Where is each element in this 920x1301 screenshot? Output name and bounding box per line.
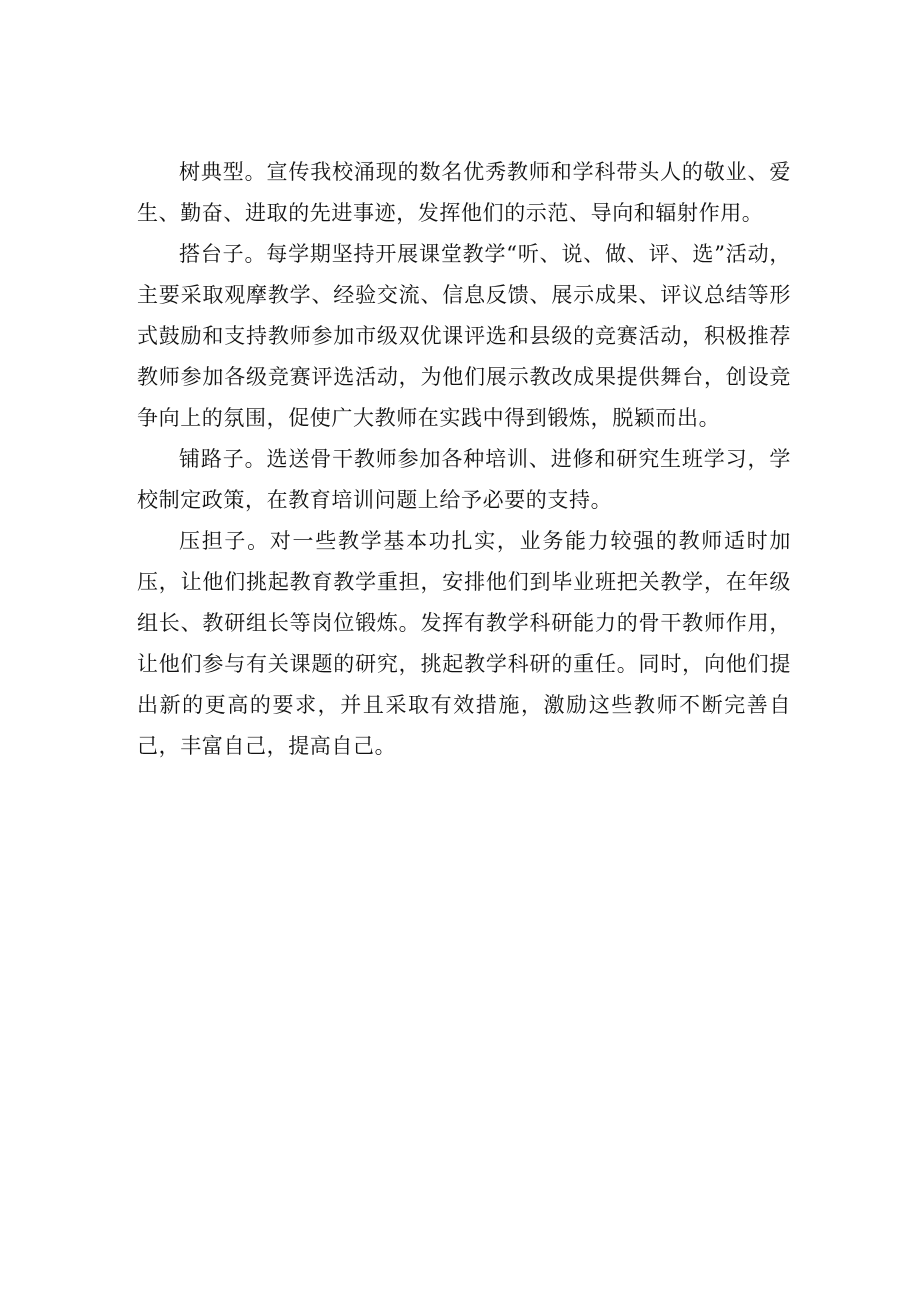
paragraph-pu-lu-zi: 铺路子。选送骨干教师参加各种培训、进修和研究生班学习，学校制定政策，在教育培训问题上给予必要的支持。 [137,447,791,512]
paragraph-shu-dian-xing: 树典型。宣传我校涌现的数名优秀教师和学科带头人的敬业、爱生、勤奋、进取的先进事迹，发挥他们的示范、导向和辐射作用。 [137,160,791,225]
paragraph-da-tai-zi: 搭台子。每学期坚持开展课堂教学“听、说、做、评、选”活动，主要采取观摩教学、经验交流、信息反馈、展示成果、评议总结等形式鼓励和支持教师参加市级双优课评选和县级的竞赛活动，积极推荐教师参加各级竞赛评选活动，为他们展示教改成果提供舞台，创设竞争向上的氛围，促使广大教师在实践中得到锻炼，脱颖而出。 [137,242,791,430]
paragraph-ya-dan-zi: 压担子。对一些教学基本功扎实，业务能力较强的教师适时加压，让他们挑起教育教学重担，安排他们到毕业班把关教学，在年级组长、教研组长等岗位锻炼。发挥有教学科研能力的骨干教师作用，让他们参与有关课题的研究，挑起教学科研的重任。同时，向他们提出新的更高的要求，并且采取有效措施，激励这些教师不断完善自己，丰富自己，提高自己。 [137,529,791,758]
document-body [137,152,791,767]
